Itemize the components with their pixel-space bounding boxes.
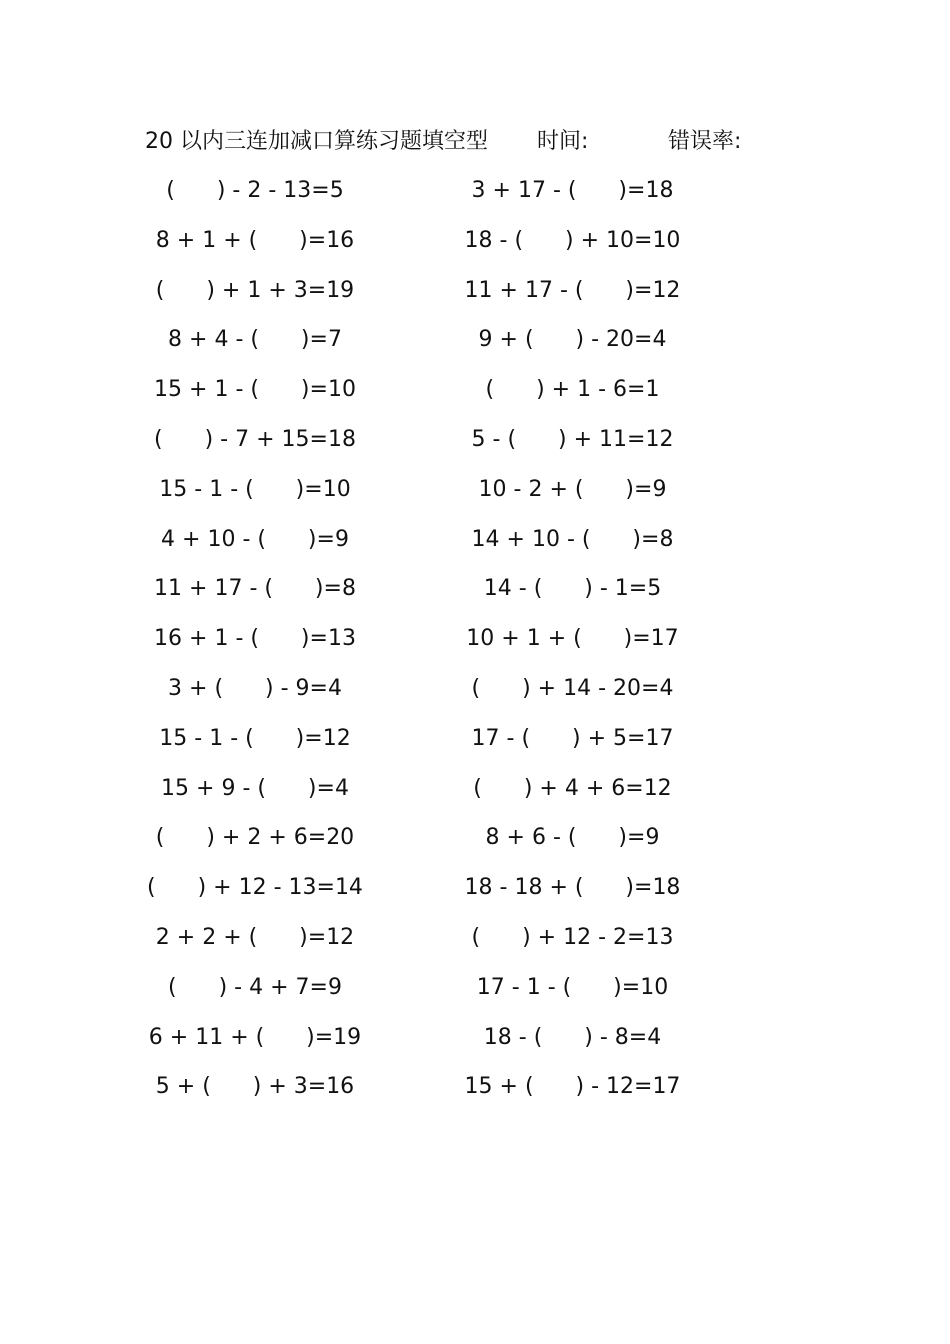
problem-right: 14 - ( ) - 1=5 <box>483 576 662 602</box>
problem-left: 8 + 4 - ( )=7 <box>168 327 342 353</box>
problem-right: 11 + 17 - ( )=12 <box>464 277 681 303</box>
problem-row <box>0 315 950 365</box>
problem-row <box>0 515 950 565</box>
problem-left: 2 + 2 + ( )=12 <box>155 924 355 950</box>
problem-right: 17 - 1 - ( )=10 <box>476 974 669 1000</box>
problem-right: 9 + ( ) - 20=4 <box>478 327 667 353</box>
problem-row <box>0 564 950 614</box>
problem-left: ( ) + 1 + 3=19 <box>155 277 355 303</box>
problem-row <box>0 614 950 664</box>
problem-row <box>0 664 950 714</box>
problem-row <box>0 813 950 863</box>
problem-row <box>0 913 950 963</box>
problem-row <box>0 266 950 316</box>
problem-row <box>0 764 950 814</box>
problem-left: 11 + 17 - ( )=8 <box>154 576 356 602</box>
time-label: 时间: <box>537 129 589 154</box>
problem-right: 18 - 18 + ( )=18 <box>464 875 681 901</box>
problem-left: ( ) + 2 + 6=20 <box>155 825 355 851</box>
problem-right: ( ) + 4 + 6=12 <box>473 775 672 801</box>
problem-right: ( ) + 12 - 2=13 <box>471 924 674 950</box>
problem-left: 6 + 11 + ( )=19 <box>148 1024 362 1050</box>
problem-right: 15 + ( ) - 12=17 <box>464 1074 681 1100</box>
problem-left: 15 + 1 - ( )=10 <box>154 377 356 403</box>
problem-right: ( ) + 1 - 6=1 <box>485 377 660 403</box>
problem-left: ( ) - 7 + 15=18 <box>154 426 356 452</box>
problem-left: 5 + ( ) + 3=16 <box>155 1074 355 1100</box>
problem-left: 15 - 1 - ( )=12 <box>159 725 351 751</box>
problem-left: 15 + 9 - ( )=4 <box>161 775 349 801</box>
worksheet-title: 20 以内三连加减口算练习题填空型 <box>145 129 488 154</box>
problem-left: 15 - 1 - ( )=10 <box>159 476 351 502</box>
problem-row <box>0 465 950 515</box>
problem-left: ( ) - 4 + 7=9 <box>168 974 342 1000</box>
problem-right: 18 - ( ) + 10=10 <box>464 227 681 253</box>
problem-right: 5 - ( ) + 11=12 <box>471 426 674 452</box>
problem-right: 14 + 10 - ( )=8 <box>471 526 674 552</box>
problem-list <box>0 166 950 1112</box>
problem-row <box>0 216 950 266</box>
problem-right: 10 - 2 + ( )=9 <box>478 476 667 502</box>
error-rate-label: 错误率: <box>668 129 742 154</box>
problem-left: 4 + 10 - ( )=9 <box>161 526 349 552</box>
problem-row <box>0 166 950 216</box>
problem-left: 8 + 1 + ( )=16 <box>155 227 355 253</box>
problem-left: 16 + 1 - ( )=13 <box>154 626 356 652</box>
problem-row <box>0 963 950 1013</box>
problem-right: ( ) + 14 - 20=4 <box>471 675 674 701</box>
problem-right: 3 + 17 - ( )=18 <box>471 178 674 203</box>
problem-row <box>0 863 950 913</box>
problem-right: 10 + 1 + ( )=17 <box>466 626 679 652</box>
problem-left: 3 + ( ) - 9=4 <box>168 675 342 701</box>
problem-right: 17 - ( ) + 5=17 <box>471 725 674 751</box>
problem-row <box>0 1062 950 1112</box>
problem-row <box>0 1013 950 1063</box>
problem-right: 18 - ( ) - 8=4 <box>483 1024 662 1050</box>
problem-row <box>0 714 950 764</box>
problem-left: ( ) - 2 - 13=5 <box>166 178 344 203</box>
problem-left: ( ) + 12 - 13=14 <box>147 875 363 901</box>
problem-row <box>0 365 950 415</box>
problem-right: 8 + 6 - ( )=9 <box>485 825 660 851</box>
problem-row <box>0 415 950 465</box>
